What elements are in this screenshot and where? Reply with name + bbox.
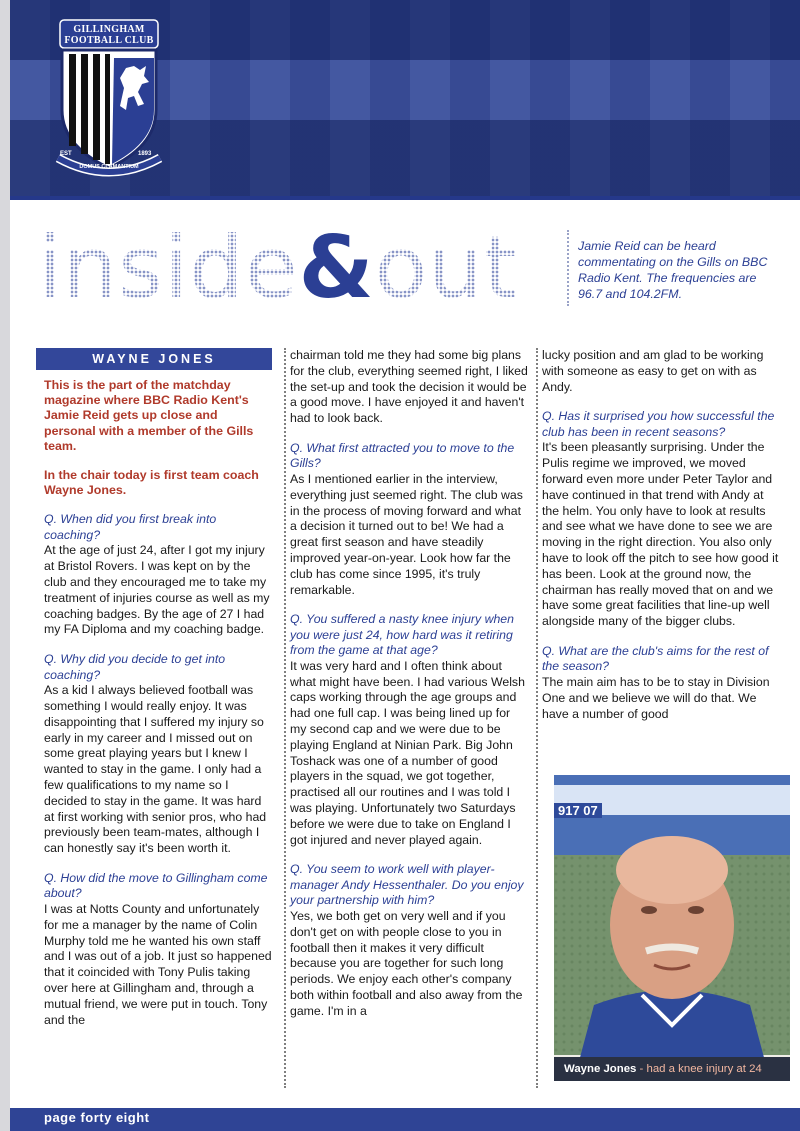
title-ampersand: & — [298, 218, 375, 318]
column-1 — [36, 348, 272, 1042]
caption-text: - had a knee injury at 24 — [636, 1063, 762, 1075]
question-6: Q. You seem to work well with player-manager Andy Hessenthaler. Do you enjoy your partnership with him? — [290, 862, 524, 908]
answer-7: It's been pleasantly surprising. Under the Pulis regime we improved, we moved forward even more under Peter Taylor and have continued in that trend with Andy at the helm. You only have to look at results and see what we have done to see we are moving in the right direction. You also only have to look off the pitch to see how good it has been. Look at the ground now, the chairman has really moved that on and we have some great facilities that line-up well alongside many of the bigger clubs. — [542, 440, 779, 629]
column-divider-2 — [536, 348, 538, 1088]
answer-6-continued: lucky position and am glad to be working with someone as easy to get on with as Andy. — [542, 348, 764, 394]
caption-name: Wayne Jones — [564, 1063, 637, 1075]
question-2: Q. Why did you decide to get into coaching? — [44, 652, 226, 682]
crest-year: 1893 — [138, 151, 152, 157]
player-photo — [554, 775, 790, 1080]
column-divider-1 — [284, 348, 286, 1088]
club-crest — [54, 18, 164, 178]
title-out: out — [374, 218, 519, 318]
footer-bar — [10, 1108, 800, 1131]
page-title — [38, 218, 519, 318]
question-3: Q. How did the move to Gillingham come about? — [44, 870, 268, 901]
answer-6: Yes, we both get on very well and if you don't get on with people close to you in football then it makes it very difficult because you are together for such long periods. We enjoy each other's company both within football and also away from the game. I'm in a — [290, 908, 523, 1018]
question-8: Q. What are the club's aims for the rest of the season? — [542, 643, 769, 674]
question-4: Q. What first attracted you to move to the Gills? — [290, 440, 515, 471]
wayne-jones-portrait-icon — [554, 775, 790, 1080]
question-5: Q. You suffered a nasty knee injury when you were just 24, how hard was it retiring from the game at that age? — [290, 612, 514, 658]
lead-paragraph-2: In the chair today is first team coach Wayne Jones. — [44, 468, 259, 498]
column-3 — [542, 348, 782, 736]
lead-paragraph-1: This is the part of the matchday magazine where BBC Radio Kent's Jamie Reid gets up close and personal with a member of the Gills team. — [44, 378, 254, 453]
side-intro: Jamie Reid can be heard commentating on the Gills on BBC Radio Kent. The frequencies are 96.7 and 104.2FM. — [578, 239, 768, 301]
question-7: Q. Has it surprised you how successful the club has been in recent seasons? — [542, 409, 775, 439]
answer-3-continued: chairman told me they had some big plans for the club, everything seemed right, I liked the set-up and took the decision it would be a good move. I have enjoyed it and haven't had to look back. — [290, 348, 528, 426]
answer-1: At the age of just 24, after I got my injury at Bristol Rovers. I was kept on by the club and they encouraged me to take my treatment of injuries course as well as my coaching badges. By the age of 27 I had my FA Diploma and my coaching badge. — [44, 543, 270, 637]
photo-banner-text: 917 07 — [554, 803, 602, 818]
answer-3: I was at Notts County and unfortunately for me a manager by the name of Colin Murphy told me he wanted his own staff and I was out of a job. It just so happened that it coincided with Tony Pulis taking over here at Gillingham and, through a mutual friend, we were put in touch. Tony and the — [44, 901, 272, 1027]
crest-name-line2: FOOTBALL CLUB — [64, 35, 154, 46]
column-2 — [290, 348, 528, 1034]
answer-8: The main aim has to be to stay in Division One and we believe we will do that. We have a number of good — [542, 674, 770, 721]
photo-caption — [554, 1057, 790, 1081]
crest-name-line1: GILLINGHAM — [73, 24, 145, 35]
title-inside: inside — [38, 218, 299, 318]
answer-2: As a kid I always believed football was something I would really enjoy. It was disappointing that I suffered my injury so early in my career and I missed out on some great playing years but I knew I wanted to stay in the game. I only had a few qualifications to my name so I decided to stay in the game. It was hard at first working with senior pros, who had previously been team-mates, although I can honestly say it's been worth it. — [44, 683, 267, 856]
title-divider — [567, 230, 569, 306]
header-band — [10, 0, 800, 200]
answer-4: As I mentioned earlier in the interview, everything just seemed right. The club was in the process of moving forward and what a decision it turned out to be! We had a great first season and have steadily improved year-on-year. Look how far the club has come since 1995, it's truly remarkable. — [290, 471, 523, 597]
crest-est: EST — [60, 151, 72, 157]
answer-5: It was very hard and I often think about what might have been. I had various Welsh caps working through the age groups and had one full cap. I was being lined up for my second cap and we were due to be playing England at Ninian Park. Big John Toshack was one of a number of good players in the squad, we got together, practised all our routines and I was told I was playing. Unfortunately two Saturdays before we were due to take on England I got injured and never played again. — [290, 658, 525, 847]
crest-motto: DOMUS CLAMANTIUM — [79, 164, 139, 170]
magazine-page — [10, 0, 800, 1131]
name-bar: WAYNE JONES — [36, 348, 272, 370]
page-number: page forty eight — [44, 1110, 150, 1125]
question-1: Q. When did you first break into coaching? — [44, 512, 217, 542]
